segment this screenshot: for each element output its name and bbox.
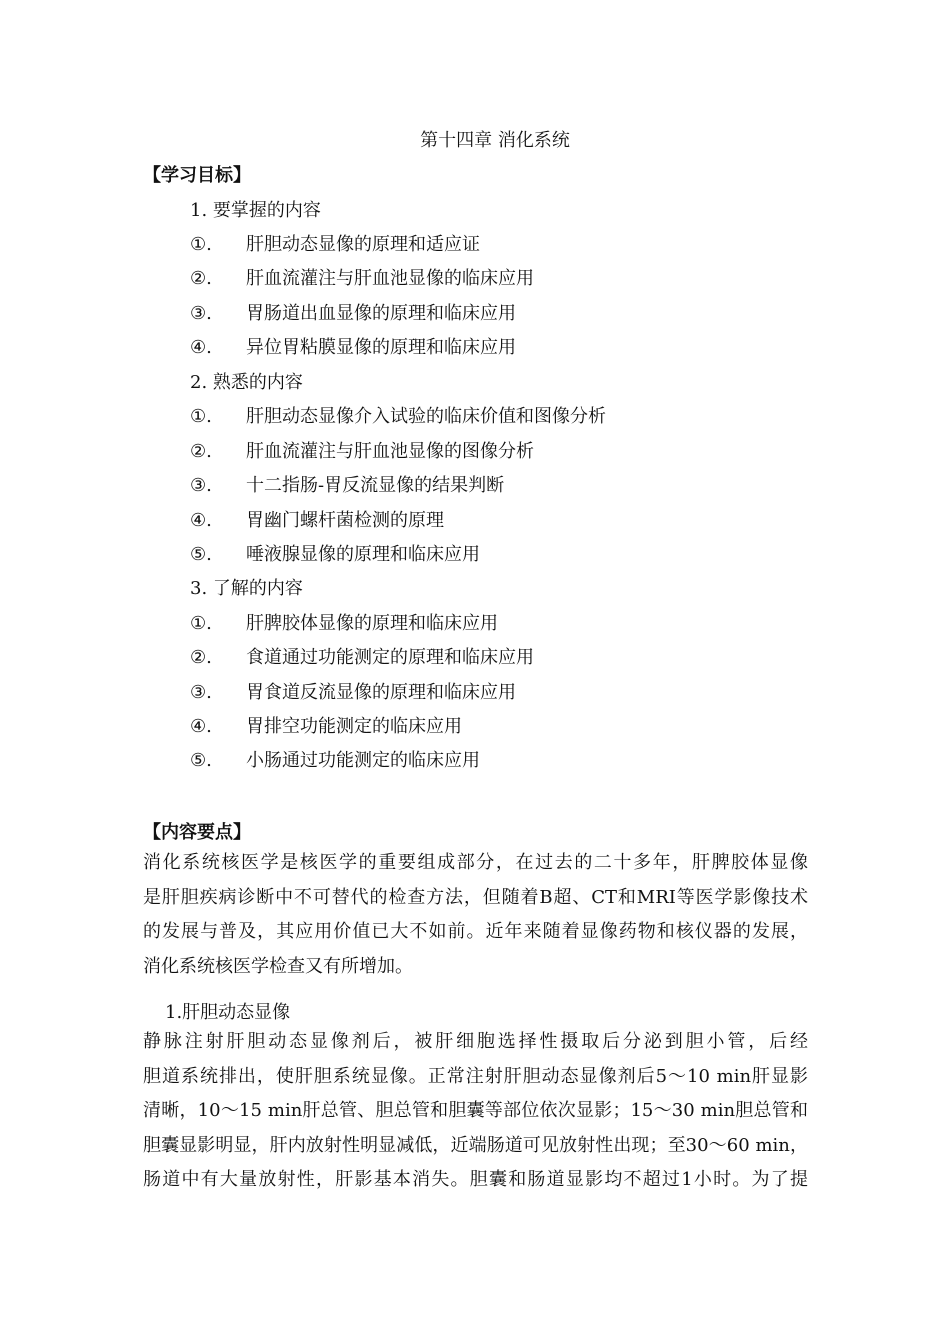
objective-group-label: 1. 要掌握的内容 (190, 200, 321, 221)
objective-item: ⑤. 小肠通过功能测定的临床应用 (190, 750, 480, 771)
objective-item: ③. 十二指肠-胃反流显像的结果判断 (190, 475, 505, 496)
section1-paragraph (143, 1025, 808, 1198)
objective-item: ③. 胃肠道出血显像的原理和临床应用 (190, 303, 516, 324)
chapter-title: 第十四章 消化系统 (420, 130, 570, 151)
objectives-heading: 【学习目标】 (143, 165, 251, 186)
objective-item: ④. 异位胃粘膜显像的原理和临床应用 (190, 337, 516, 358)
objective-group-label: 2. 熟悉的内容 (190, 372, 303, 393)
objective-item: ②. 肝血流灌注与肝血池显像的图像分析 (190, 441, 534, 462)
section-title: 1.肝胆动态显像 (165, 1002, 291, 1023)
objective-item: ①. 肝脾胶体显像的原理和临床应用 (190, 613, 498, 634)
paragraph-line: 胆囊显影明显，肝内放射性明显减低，近端肠道可见放射性出现；至30～60 min， (143, 1134, 808, 1156)
objective-group-label: 3. 了解的内容 (190, 578, 303, 599)
paragraph-line: 清晰，10～15 min肝总管、胆总管和胆囊等部位依次显影；15～30 min胆总管和 (143, 1100, 808, 1122)
paragraph-line: 消化系统核医学检查又有所增加。 (143, 955, 413, 977)
intro-paragraph (143, 846, 808, 984)
objective-item: ①. 肝胆动态显像介入试验的临床价值和图像分析 (190, 406, 606, 427)
objective-item: ②. 食道通过功能测定的原理和临床应用 (190, 647, 534, 668)
paragraph-line: 的发展与普及，其应用价值已大不如前。近年来随着显像药物和核仪器的发展， (143, 921, 808, 943)
objective-item: ⑤. 唾液腺显像的原理和临床应用 (190, 544, 480, 565)
paragraph-line: 肠道中有大量放射性，肝影基本消失。胆囊和肠道显影均不超过1小时。为了提 (143, 1169, 808, 1191)
paragraph-line: 静脉注射肝胆动态显像剂后，被肝细胞选择性摄取后分泌到胆小管，后经 (143, 1031, 808, 1052)
objective-item: ①. 肝胆动态显像的原理和适应证 (190, 234, 480, 255)
objective-item: ②. 肝血流灌注与肝血池显像的临床应用 (190, 268, 534, 289)
objective-item: ③. 胃食道反流显像的原理和临床应用 (190, 682, 516, 703)
paragraph-line: 消化系统核医学是核医学的重要组成部分，在过去的二十多年，肝脾胶体显像 (143, 852, 808, 873)
paragraph-line: 胆道系统排出，使肝胆系统显像。正常注射肝胆动态显像剂后5～10 min肝显影 (143, 1065, 808, 1087)
paragraph-line: 是肝胆疾病诊断中不可替代的检查方法，但随着B超、CT和MRI等医学影像技术 (143, 886, 808, 908)
content-heading: 【内容要点】 (143, 822, 251, 843)
objective-item: ④. 胃幽门螺杆菌检测的原理 (190, 510, 444, 531)
objective-item: ④. 胃排空功能测定的临床应用 (190, 716, 462, 737)
